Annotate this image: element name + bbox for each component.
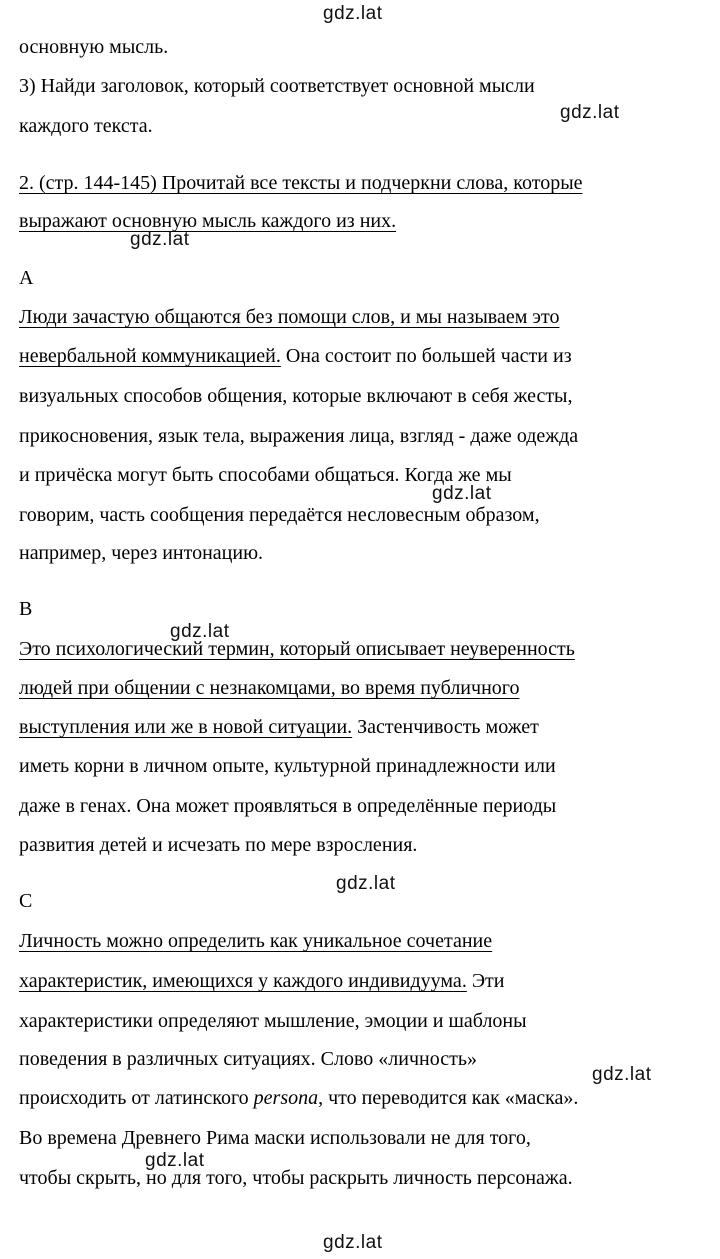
intro-line: основную мысль.	[19, 36, 169, 58]
section-b-main-idea: выступления или же в новой ситуации.	[19, 716, 353, 738]
section-a-line: например, через интонацию.	[19, 542, 264, 564]
section-c-line: чтобы скрыть, но для того, чтобы раскрыть личность персонажа.	[19, 1167, 573, 1189]
section-b-line: развития детей и исчезать по мере взросления.	[19, 834, 418, 856]
section-b-line: даже в генах. Она может проявляться в определённые периоды	[19, 795, 557, 817]
watermark: gdz.lat	[432, 483, 492, 504]
section-c-letter: C	[19, 890, 33, 912]
task-heading-line: 2. (стр. 144-145) Прочитай все тексты и подчеркни слова, которые	[19, 172, 583, 194]
section-c-text: , что переводится как «маска».	[318, 1087, 579, 1109]
section-c-line	[19, 969, 504, 993]
section-a-main-idea: невербальной коммуникацией.	[19, 345, 281, 367]
section-c-text: Эти	[466, 970, 505, 992]
section-b-line	[19, 715, 539, 739]
section-a-text: Она состоит по большей части из	[280, 345, 572, 367]
section-a-line: и причёска могут быть способами общаться. Когда же мы	[19, 464, 512, 486]
section-b-line: иметь корни в личном опыте, культурной принадлежности или	[19, 755, 556, 777]
watermark-top: gdz.lat	[323, 3, 383, 24]
section-c-line: поведения в различных ситуациях. Слово «личность»	[19, 1048, 477, 1070]
section-b-main-idea: Это психологический термин, который описывает неуверенность	[19, 638, 575, 660]
watermark: gdz.lat	[592, 1064, 652, 1085]
section-b-letter: B	[19, 598, 33, 620]
section-c-line: Во времена Древнего Рима маски использовали не для того,	[19, 1127, 531, 1149]
section-c-line: характеристики определяют мышление, эмоции и шаблоны	[19, 1010, 527, 1032]
section-a-line: визуальных способов общения, которые включают в себя жесты,	[19, 385, 573, 407]
section-c-text: происходить от латинского	[19, 1087, 254, 1109]
watermark: gdz.lat	[130, 229, 190, 250]
task-heading-line: выражают основную мысль каждого из них.	[19, 210, 397, 232]
section-b-text: Застенчивость может	[352, 716, 539, 738]
section-a-line	[19, 344, 572, 368]
section-a-letter: A	[19, 267, 34, 289]
section-a-main-idea: Люди зачастую общаются без помощи слов, и мы называем это	[19, 306, 560, 328]
watermark-bottom: gdz.lat	[323, 1232, 383, 1253]
section-a-line: прикосновения, язык тела, выражения лица, взгляд - даже одежда	[19, 425, 579, 447]
section-c-line	[19, 1086, 578, 1110]
watermark: gdz.lat	[560, 102, 620, 123]
watermark: gdz.lat	[145, 1150, 205, 1171]
watermark: gdz.lat	[170, 621, 230, 642]
watermark: gdz.lat	[336, 873, 396, 894]
intro-line: каждого текста.	[19, 115, 153, 137]
intro-line: 3) Найди заголовок, который соответствует основной мысли	[19, 75, 535, 97]
section-b-main-idea: людей при общении с незнакомцами, во время публичного	[19, 677, 520, 699]
section-c-italic-word: persona	[253, 1087, 319, 1109]
section-c-main-idea: Личность можно определить как уникальное сочетание	[19, 930, 493, 952]
section-a-line: говорим, часть сообщения передаётся несловесным образом,	[19, 504, 540, 526]
section-c-main-idea: характеристик, имеющихся у каждого индивидуума.	[19, 970, 467, 992]
